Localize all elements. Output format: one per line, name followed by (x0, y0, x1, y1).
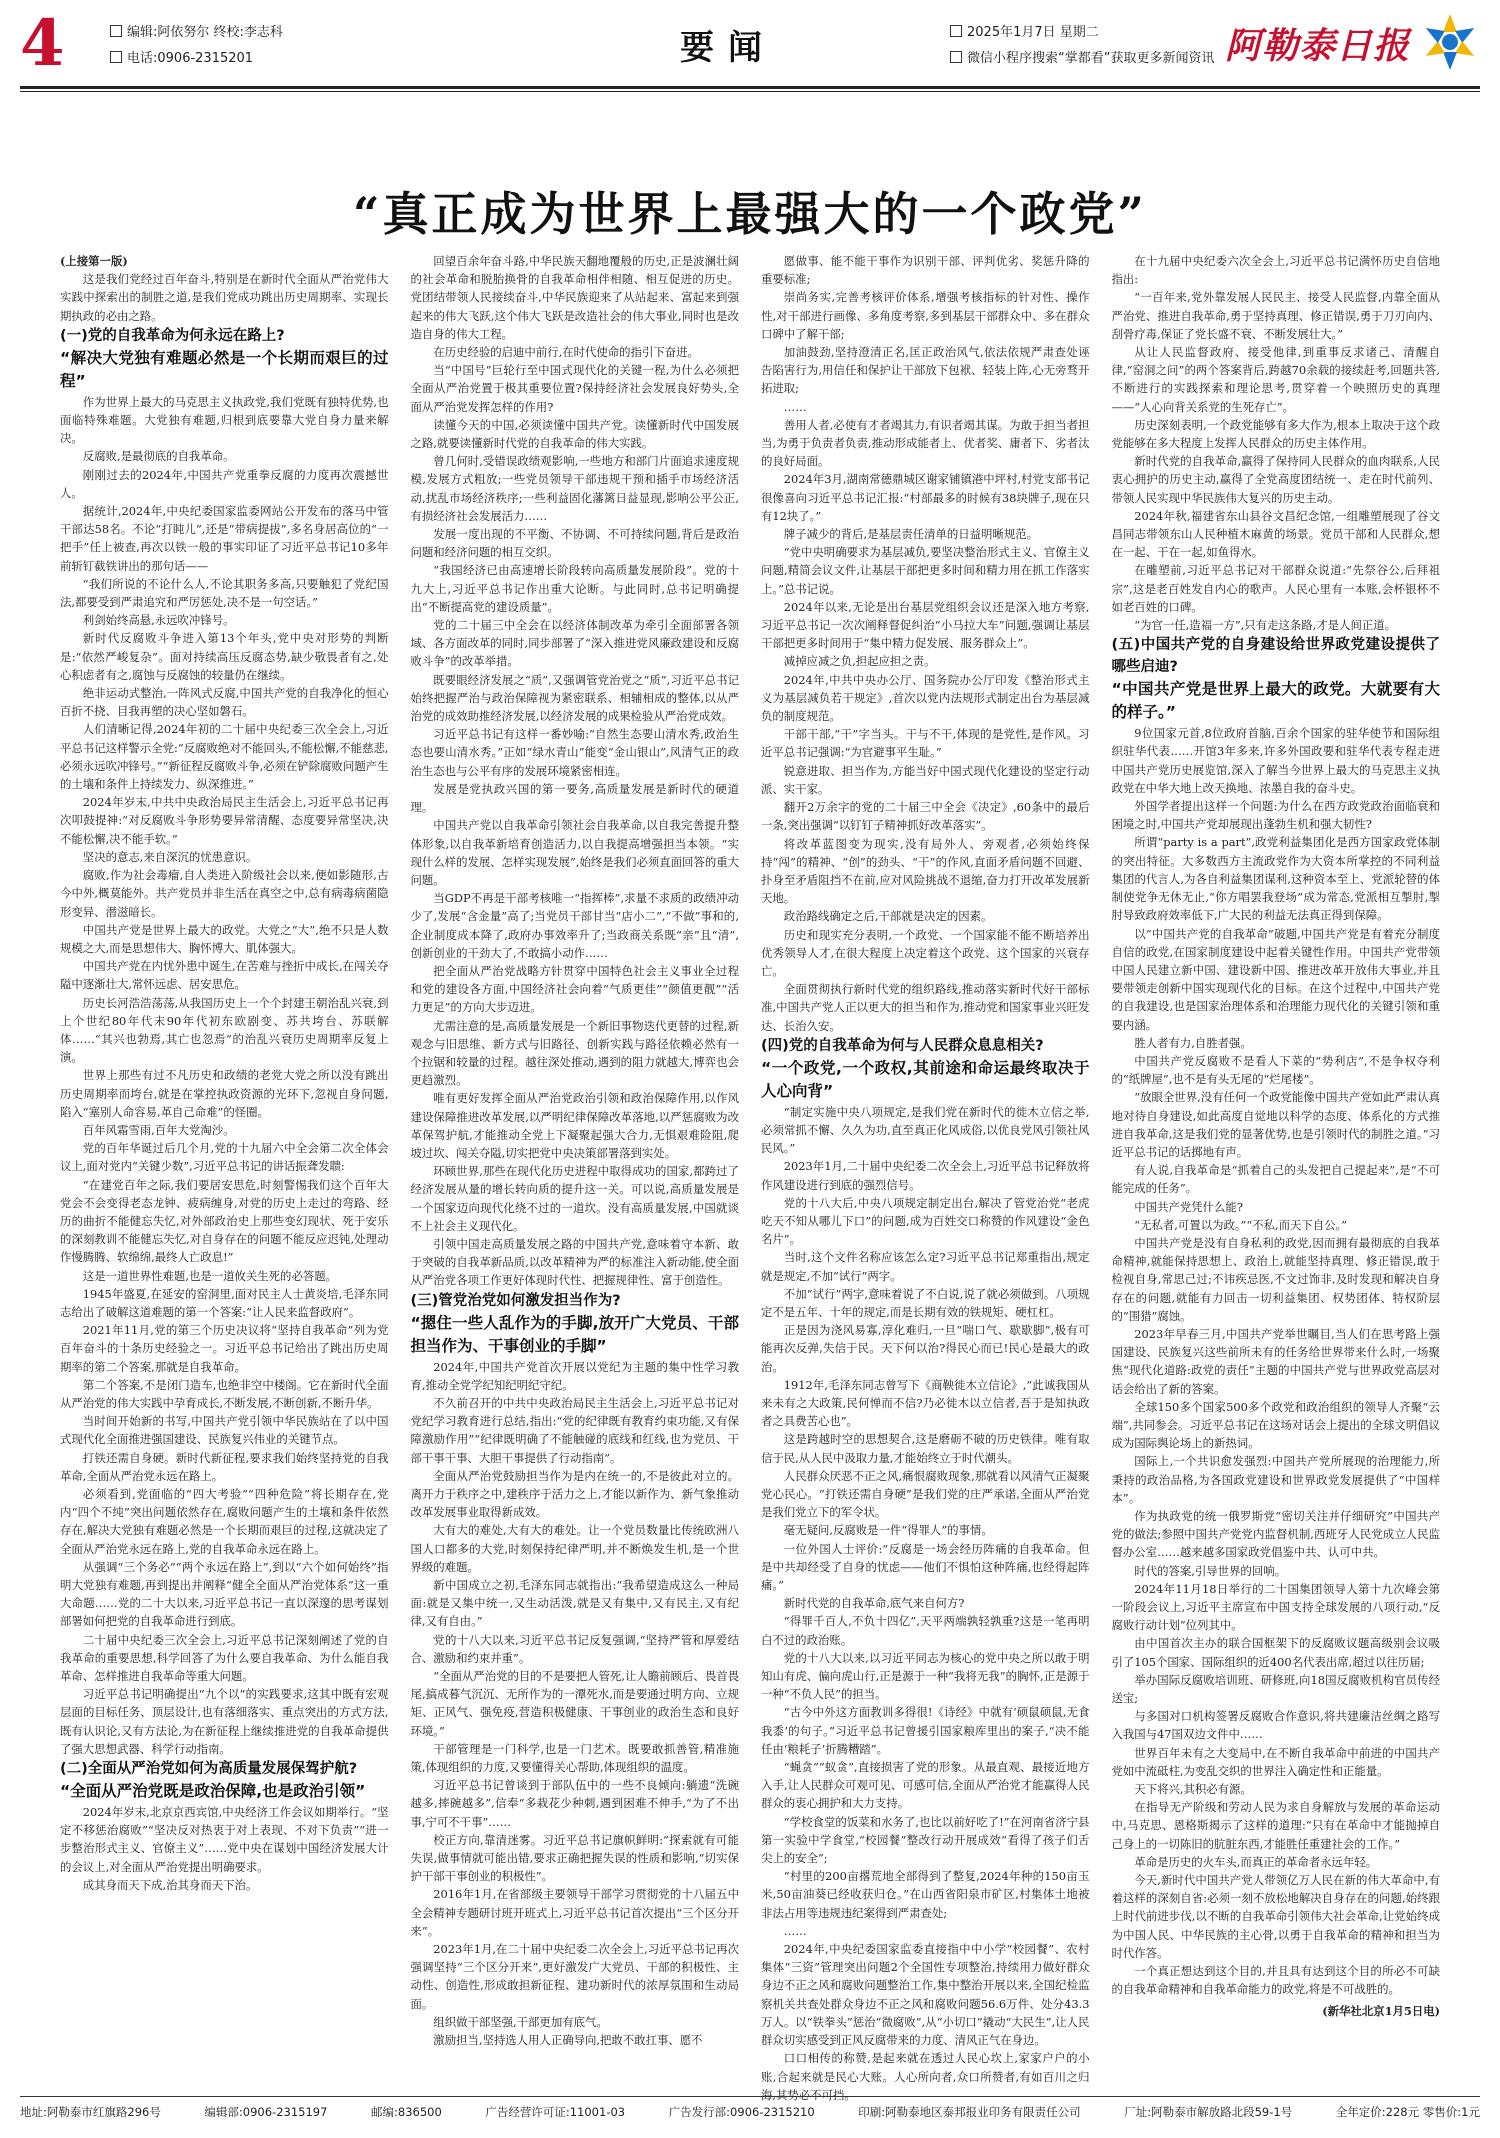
paragraph: 1945年盛夏,在延安的窑洞里,面对民主人士黄炎培,毛泽东同志给出了破解这道难题的第一个答案:“让人民来监督政府”。 (60, 1286, 389, 1319)
header-rule (20, 86, 1480, 89)
paragraph: 毫无疑问,反腐败是一件“得罪人”的事情。 (783, 1523, 993, 1538)
paragraph: 翻开2万余字的党的二十届三中全会《决定》,60条中的最后一条,突出强调“以钉钉子精神抓好改革落实”。 (761, 800, 1090, 833)
section-heading: (一)党的自我革命为何永远在路上? (60, 327, 285, 344)
section-heading: (四)党的自我革命为何与人民群众息息相关? (761, 1037, 1044, 1054)
footer-printer-address: 厂址:阿勒泰市解放路北段59-1号 (1124, 2105, 1293, 2119)
paragraph: 2024年秋,福建省东山县谷文昌纪念馆,一组雕塑展现了谷文昌同志带领东山人民种植木麻黄的场景。党员干部和人民群众,想在一起、干在一起,如鱼得水。 (1111, 508, 1440, 560)
paragraph: 历史深刻表明,一个政党能够有多大作为,根本上取决于这个政党能够在多大程度上发挥人民群众的历史主体作用。 (1111, 417, 1440, 451)
paragraph: 引领中国走高质量发展之路的中国共产党,意味着守本新、敢于突破的自我革新品质,以改革精神为严的标准注入新动能,使全面从严治党各项工作更好体现时代性、把握规律性、富于创造性。 (410, 1236, 739, 1288)
paragraph: 2024年,中共中央办公厅、国务院办公厅印发《整治形式主义为基层减负若干规定》,首次以党内法规形式制定出台为基层减负的制度规范。 (761, 672, 1090, 724)
paragraph: “一百年来,党外靠发展人民民主、接受人民监督,内靠全面从严治党、推进自我革命,勇于坚持真理、修正错误,勇于刀刃向内、刮骨疗毒,保证了党长盛不衰、不断发展壮大。” (1111, 290, 1440, 341)
paragraph: 与多国对口机构签署反腐败合作意识,将共建廉洁丝绸之路写入我国与47国双边文件中…… (1111, 1709, 1440, 1742)
paragraph: 当时,这个文件名称应该怎么定?习近平总书记郑重指出,规定就是规定,不加“试行”两字。 (761, 1250, 1090, 1283)
footer-address: 地址:阿勒泰市红旗路296号 (20, 2105, 161, 2119)
paragraph: 干部干部,“干”字当头。干与不干,体现的是党性,是作风。习近平总书记强调:“为官避事平生耻。” (761, 727, 1090, 760)
paragraph: 历史和现实充分表明,一个政党、一个国家能不能不断培养出优秀领导人才,在很大程度上决定着这个政党、这个国家的兴衰存亡。 (761, 927, 1090, 978)
paragraph: 读懂今天的中国,必须读懂中国共产党。读懂新时代中国发展之路,就要读懂新时代党的自我革命的伟大实践。 (410, 417, 739, 451)
paragraph: 这是一道世界性难题,也是一道攸关生死的必答题。 (82, 1268, 338, 1283)
paragraph: 锐意进取、担当作为,方能当好中国式现代化建设的坚定行动派、实干家。 (761, 763, 1090, 796)
paragraph: 坚决的意志,来自深沉的忧患意识。 (82, 849, 258, 864)
paragraph: 由中国首次主办的联合国框架下的反腐败议题高级别会议吸引了105个国家、国际组织的近400名代表出席,超过以往历届; (1111, 1636, 1440, 1669)
paragraph: 牌子减少的背后,是基层责任清单的日益明晰规范。 (783, 527, 1039, 542)
paragraph: 作为世界上最大的马克思主义执政党,我们党既有独特优势,也面临特殊难题。大党独有难题,归根到底要靠大党自身力量来解决。 (60, 394, 389, 446)
paragraph: 刚刚过去的2024年,中国共产党重拳反腐的力度再次震撼世人。 (60, 467, 389, 500)
paragraph: 2016年1月,在省部级主要领导干部学习贯彻党的十八届五中全会精神专题研讨班开班式上,习近平总书记首次提出“三个区分开来”。 (410, 1887, 739, 1938)
paragraph: 口口相传的称赞,是起来就在透过人民心坎上,家家户户的小账,合起来就是民心大账。人心所向者,众口所赞者,有如百川之归海,其势必不可挡。 (761, 2051, 1090, 2102)
paragraph: “学校食堂的饭菜和水务了,也比以前好吃了!”在河南省济宁县第一实验中学食堂,“校园餐”整改行动开展成效“看得了孩子们舌尖上的安全”; (761, 1814, 1090, 1866)
paragraph: 第二个答案,不是闭门造车,也绝非空中楼阁。它在新时代全面从严治党的伟大实践中孕育成长,不断发展,不断创新,不断升华。 (60, 1377, 389, 1410)
paragraph: 当“中国号”巨轮行至中国式现代化的关键一程,为什么必须把全面从严治党置于极其重要位置?保持经济社会发展良好势头,全面从严治党发挥怎样的作用? (410, 363, 739, 414)
paragraph: “无私者,可置以为政。”“不私,而天下自公。” (1134, 1217, 1348, 1232)
paragraph: 不久前召开的中共中央政治局民主生活会上,习近平总书记对党纪学习教育进行总结,指出:“党的纪律既有教育约束功能,又有保障激励作用”“纪律既明确了不能触碰的底线和红线,也为党员、干部干事干事、大胆干事提供了行动指南”。 (410, 1395, 739, 1465)
paragraph: 一位外国人士评价:“反腐是一场会经历阵痛的自我革命。但是中共却经受了自身的忧虑——他们不惧怕这种阵痛,也经得起阵痛。” (761, 1541, 1090, 1593)
section-subheading: “解决大党独有难题必然是一个长期而艰巨的过程” (60, 348, 389, 390)
paragraph: 2024年3月,湖南常德鼎城区谢家铺镇港中坪村,村党支部书记很像喜向习近平总书记汇报:“村部最多的时候有38块牌子,现在只有12块了。” (761, 472, 1090, 523)
article-body (60, 252, 1440, 2102)
paragraph: 当GDP不再是干部考核唯一“指挥棒”,求量不求质的政绩冲动少了,发展“含金量”高了;当党员干部甘当“店小二”,“不做”事和的,企业制度成本降了,政府办事效率升了;当政商关系既“亲”且“清”,创新创业的干劲大了,不敢搞小动作…… (410, 891, 739, 960)
paragraph: 校正方向,靠清迷雾。习近平总书记旗帜鲜明:“探索就有可能失误,做事情就可能出错,要求正确把握失误的性质和影响,“切实保护干部干事创业的积极性”。 (410, 1832, 739, 1884)
paragraph: 2021年11月,党的第三个历史决议将“坚持自我革命”列为党百年奋斗的十条历史经验之一。习近平总书记给出了跳出历史周期率的第二个答案,那就是自我革命。 (60, 1323, 389, 1374)
header-rule-thin (20, 91, 1480, 92)
paragraph: 全面从严治党鼓励担当作为是内在统一的,不是彼此对立的。离开力于秩序之中,建秩序于活力之上,才能以新作为、新气象推动改革发展事业取得新成效。 (410, 1468, 739, 1520)
page-number: 4 (20, 6, 65, 81)
paragraph: 举办国际反腐败培训班、研修班,向18国反腐败机构官员传经送宝; (1111, 1672, 1440, 1706)
paragraph: 习近平总书记曾谈到于部队伍中的一些不良倾向:躺遗“洗碗越多,摔碗越多”,信奉“多栽花少种刺,遇到困难不伸手,“为了不出事,宁可不干事”…… (410, 1778, 739, 1829)
paragraph: 在十九届中央纪委六次全会上,习近平总书记满怀历史自信地指出: (1111, 254, 1440, 287)
paragraph: 2024年,中国共产党首次开展以党纪为主题的集中性学习教育,推动全党学纪知纪明纪守纪。 (410, 1359, 739, 1392)
paragraph: 绝非运动式整治,一阵风式反腐,中国共产党的自我净化的恒心百折不挠、目我再塑的决心坚如磐石。 (60, 686, 389, 719)
paragraph: 中国共产党反腐败不是看人下菜的“势利店”,不是争权夺利的“纸牌屋”,也不是有头无尾的“烂尾楼”。 (1111, 1053, 1440, 1087)
paragraph: 腐败,作为社会毒瘤,自人类进入阶级社会以来,便如影随形,古今中外,概莫能外。共产党员并非生活在真空之中,总有病毒病菌隐形变异、潜滋暗长。 (60, 868, 389, 919)
paragraph: 在历史经验的启迪中前行,在时代使命的指引下奋进。 (433, 345, 699, 360)
footer-price: 全年定价:228元 零售价:1元 (1335, 2105, 1480, 2119)
news-credit: (新华社北京1月5日电) (1322, 2004, 1440, 2019)
paragraph: 1912年,毛泽东同志曾写下《商鞅徙木立信论》,“此诚我国从来未有之大政策,民何惮而不信?乃必徙木以立信者,吾于是知执政者之具费苦心也”。 (761, 1377, 1090, 1429)
paragraph: 党的百年华诞过后几个月,党的十九届六中全会第二次全体会议上,面对党内“关键少数”,习近平总书记的讲话振聋发聩: (60, 1141, 389, 1174)
paragraph: 中国共产党凭什么能? (1134, 1199, 1243, 1214)
paragraph: 组织做干部坚强,干部更加有底气。 (433, 2014, 608, 2029)
section-heading: (五)中国共产党的自身建设给世界政党建设提供了哪些启迪? (1111, 637, 1440, 676)
editor-info (110, 20, 283, 72)
page-footer (20, 2104, 1480, 2130)
footer-phone: 编辑部:0906-2315197 (204, 2105, 328, 2119)
paragraph: 党的二十届三中全会在以经济体制改革为牵引全面部署各领域、各方面改革的同时,同步部署了“深入推进党风廉政建设和反腐败斗争”的改革举措。 (410, 618, 739, 669)
paragraph: 必须看到,党面临的“四大考验”“四种危险”将长期存在,党内“四个不纯”突出问题依然存在,腐败问题产生的土壤和条件依然存在,解决大党独有难题必然是一个长期而艰巨的过程,这就决定了全面从严治党永远在路上,党的自我革命永远在路上。 (60, 1487, 389, 1556)
page-header (20, 6, 1480, 84)
article-headline: “真正成为世界上最强大的一个政党” (353, 187, 1147, 241)
footer-printer: 印刷:阿勒泰地区泰邦报业印务有限责任公司 (858, 2105, 1081, 2119)
paragraph: 将改革蓝图变为现实,没有局外人、旁观者,必须始终保持“闯”的精神、“创”的劲头、“干”的作风,直面矛盾问题不回避、扑身至矛盾阻挡不在前,应对风险挑战不退缩,奋力打开改革发展新天地。 (761, 836, 1090, 906)
paragraph: 正是因为浇风易寡,淳化难归,一旦“喘口气、歇歇脚”,极有可能再次反弹,失信于民。天下何以治?得民心而已!民心是最大的政治。 (761, 1323, 1090, 1374)
paragraph: 政治路线确定之后,干部就是决定的因素。 (783, 909, 993, 924)
paragraph: 一个真正想达到这个目的,并且具有达到这个目的所必不可缺的自我革命精神和自我革命能力的政党,将是不可战胜的。 (1111, 1964, 1440, 1997)
paragraph: 世界百年未有之大变局中,在不断自我革命中前进的中国共产党如中流砥柱,为变乱交织的世界注入确定性和正能量。 (1111, 1745, 1440, 1778)
section-subheading: “摁住一些人乱作为的手脚,放开广大党员、干部担当作为、干事创业的手脚” (410, 1313, 739, 1355)
section-title: 要闻 (680, 28, 776, 68)
paragraph: 干部管理是一门科学,也是一门艺术。既要敢抓善管,精准施策,体现组织的力度,又要懂得关心帮助,体现组织的温度。 (410, 1741, 739, 1775)
paragraph: 发展一度出现的不平衡、不协调、不可持续问题,背后是政治问题和经济问题的相互交织。 (410, 527, 739, 560)
wechat-tip: 微信小程序搜索“掌都看”获取更多新闻资讯 (967, 51, 1215, 66)
paragraph: 2023年1月,二十届中央纪委二次全会上,习近平总书记释放将作风建设进行到底的强烈信号。 (761, 1159, 1090, 1192)
paragraph: “我们所说的不论什么人,不论其职务多高,只要触犯了党纪国法,都要受到严肃追究和严厉惩处,决不是一句空话。” (60, 576, 389, 610)
paragraph: 9位国家元首,8位政府首脑,百余个国家的驻华使节和国际组织驻华代表……开馆3年多来,许多外国政要和驻华代表专程走进中国共产党历史展览馆,深入了解当今世界上最大的马克思主义执政党在中华大地上改天换地、浓墨自我的奋斗史。 (1111, 726, 1440, 795)
paragraph: “放眼全世界,没有任何一个政党能像中国共产党如此严肃认真地对待自身建设,如此高度自觉地以科学的态度、体系化的方式推进自我革命,这是我们党的显著优势,也是引领时代的制胜之道。”习近平总书记的话掷地有声。 (1111, 1090, 1440, 1159)
paragraph: 崇尚务实,完善考核评价体系,增强考核指标的针对性、操作性,对干部进行画像、多角度考察,多到基层干部群众中、多在群众口碑中了解干部; (761, 290, 1090, 341)
paragraph: 把全面从严治党战略方针贯穿中国特色社会主义事业全过程和党的建设各方面,中国经济社会向着“气质更佳”“颜值更靓”“活力更足”的方向大步迈进。 (410, 963, 739, 1015)
paragraph: 这是跨越时空的思想契合,这是磨砺不破的历史铁律。唯有取信于民,从人民中汲取力量,才能始终立于时代潮头。 (761, 1432, 1090, 1465)
date-line: 2025年1月7日 星期二 (967, 25, 1099, 40)
paragraph: “党中央明确要求为基层减负,要坚决整治形式主义、官僚主义问题,精简会议文件,让基层干部把更多时间和精力用在抓工作落实上。”总书记说。 (761, 545, 1090, 596)
section-subheading: “一个政党,一个政权,其前途和命运最终取决于人心向背” (761, 1058, 1090, 1100)
paragraph: 中国共产党在内忧外患中诞生,在苦难与挫折中成长,在闯关夺隘中逐渐壮大,常怀远虑、居安思危。 (60, 959, 389, 992)
paragraph: 中国共产党以自我革命引领社会自我革命,以自我完善提升整体形象,以自我革新培育创造活力,以自我提高增强担当本领。“实现什么样的发展、怎样实现发展”,始终是我们必须直面回答的重大问题。 (410, 818, 739, 887)
paragraph: 成其身而天下成,治其身而天下治。 (82, 1877, 258, 1892)
paragraph: 人民群众厌恶不正之风,痛恨腐败现象,那就看以风清气正凝聚党心民心。“打铁还需自身硬”是我们党的庄严承诺,全面从严治党是我们党立下的军令状。 (761, 1468, 1090, 1520)
paragraph: 习近平总书记有这样一番妙喻:“自然生态要山清水秀,政治生态也要山清水秀。”正如“绿水青山”能变“金山银山”,风清气正的政治生态也与公平有序的发展环境紧密相连。 (410, 727, 739, 778)
paragraph: 发展是党执政兴国的第一要务,高质量发展是新时代的硬道理。 (410, 781, 739, 815)
paragraph: “在建党百年之际,我们要居安思危,时刻警惕我们这个百年大党会不会变得老态龙钟、疲病缠身,对党的历史上走过的弯路、经历的曲折不能健忘失忆,对外部政治史上那些变幻现状、死于安乐的深刻教训不能健忘失忆,对自身存在的问题不能反应迟钝,处理动作慢腾腾、软绵绵,最终人亡政息!” (60, 1177, 389, 1265)
paragraph: 2023年早春三月,中国共产党举世瞩目,当人们在思考路上强国建设、民族复兴这些前所未有的任务给世界带来什么时,一场聚焦“现代化道路:政党的责任”主题的中国共产党与世界政党高层对话会给出了新的答案。 (1111, 1326, 1440, 1396)
date-info (950, 20, 1214, 72)
newspaper-logo-icon (1420, 12, 1480, 72)
paragraph: “制定实施中央八项规定,是我们党在新时代的徙木立信之举,必须常抓不懈、久久为功,直至真正化风成俗,以优良党风引领社风民风。” (761, 1104, 1090, 1156)
paragraph: 习近平总书记明确提出“九个以”的实践要求,这其中既有宏观层面的目标任务、顶层设计,也有落细落实、重点突出的方式方法,既有认识论,又有方法论,为在新征程上继续推进党的自我革命提供了强大思想武器、科学行动指南。 (60, 1687, 389, 1756)
paragraph: 减掉应减之负,担起应担之责。 (783, 654, 936, 669)
paragraph: 善用人者,必使有才者竭其力,有识者竭其谋。为敢于担当者担当,为勇于负责者负责,推动形成能者上、优者奖、庸者下、劣者汰的良好局面。 (761, 417, 1090, 469)
paragraph: 新时代反腐败斗争进入第13个年头,党中央对形势的判断是:“依然严峻复杂”。面对持续高压反腐态势,缺少敬畏者有之,处心积虑者有之,腐蚀与反腐蚀的较量仍在继续。 (60, 631, 389, 682)
paragraph: 胜人者有力,自胜者强。 (1134, 1035, 1252, 1050)
paragraph: 以“中国共产党的自我革命”破题,中国共产党是有着充分制度自信的政党,在国家制度建设中起着关键性作用。中国共产党带领中国人民建立新中国、建设新中国、推进改革开放伟大事业,并且要带领走创新中国实现现代化的目标。在这个过程中,中国共产党的自我建设,也是国家治理体系和治理能力现代化的关键引领和重要内涵。 (1111, 926, 1440, 1032)
paragraph: 这是我们党经过百年奋斗,特别是在新时代全面从严治党伟大实践中探索出的制胜之道,是我们党成功跳出历史周期率、实现长期执政的必由之路。 (60, 272, 389, 323)
paragraph: “村里的200亩撂荒地全部得到了整复,2024年种的150亩玉米,50亩油葵已经收获归仓。”在山西省阳泉市矿区,村集体土地被非法占用等违规违纪案得到严肃查处; (761, 1869, 1090, 1920)
section-heading: (三)管党治党如何激发担当作为? (410, 1292, 621, 1309)
paragraph: 有人说,自我革命是“抓着自己的头发把自己提起来”,是“不可能完成的任务”。 (1111, 1163, 1440, 1196)
paragraph: …… (783, 399, 807, 414)
paragraph: 2024年,中央纪委国家监委直接指中中小学“校园餐”、农村集体“三资”管理突出问题2个全国性专项整治,持续用力做好群众身边不正之风和腐败问题整治工作,集中整治开展以来,全国纪检监察机关共查处群众身边不正之风和腐败问题56.6万件、处分43.3万人。以“铁拳头”惩治“微腐败”,从“小切口”撬动“大民生”,让人民群众切实感受到正风反腐带来的力度、清风正气在身边。 (761, 1942, 1090, 2048)
checkbox-icon (110, 25, 122, 37)
paragraph: …… (783, 1923, 807, 1938)
paragraph: 在指导无产阶级和劳动人民为求自身解放与发展的革命运动中,马克思、恩格斯揭示了这样的道理:“只有在革命中才能抛掉自己身上的一切陈旧的肮脏东西,才能胜任重建社会的工作。” (1111, 1800, 1440, 1851)
paragraph: 2024年以来,无论是出台基层党组织会议还是深入地方考察,习近平总书记一次次阐释督促纠治“小马拉大车”问题,强调让基层干部把更多时间用于“集中精力促发展、服务群众上”。 (761, 599, 1090, 651)
paragraph: 当时间开始新的书写,中国共产党引领中华民族站在了以中国式现代化全面推进强国建设、民族复兴伟业的关键节点。 (60, 1414, 389, 1447)
paragraph: 利剑始终高悬,永远吹冲锋号。 (82, 613, 235, 628)
checkbox-icon (110, 51, 122, 63)
paragraph: 新时代党的自我革命,底气来自何方? (783, 1596, 965, 1611)
paragraph: 二十届中央纪委三次全会上,习近平总书记深刻阐述了党的自我革命的重要思想,科学回答了为什么要自我革命、为什么能自我革命、怎样推进自我革命等重大问题。 (60, 1632, 389, 1684)
paragraph: 从让人民监督政府、接受他律,到重事反求诸己、清醒自律,“窑洞之问”的两个答案背后,跨越70余载的接续赶考,回题共答,不断进行的实践探索和理论思考,贯穿着一个映照历史的真理——“人心向背关系党的生死存亡”。 (1111, 345, 1440, 414)
paragraph: 2023年1月,在二十届中央纪委二次全会上,习近平总书记再次强调坚持“三个区分开来”,更好激发广大党员、干部的积极性、主动性、创造性,形成敢担新征程、建功新时代的浓厚氛围和生动局面。 (410, 1942, 739, 2011)
paragraph: 反腐败,是最彻底的自我革命。 (82, 449, 235, 464)
paragraph: 百年风霜雪雨,百年大党淘沙。 (82, 1122, 235, 1137)
phone-line: 电话:0906-2315201 (127, 51, 254, 66)
paragraph: 时代的答案,引导世界的回响。 (1134, 1563, 1286, 1578)
paragraph: 从强调“三个务必”“两个永远在路上”,到以“六个如何始终”指明大党独有难题,再到提出并阐释“健全全面从严治党体系”这一重大命题……党的二十大以来,习近平总书记一直以深邃的思考谋划部署如何把党的自我革命进行到底。 (60, 1559, 389, 1629)
paragraph: 党的十八大后,中央八项规定制定出台,解决了管党治党“老虎吃天不知从哪儿下口”的问题,成为百姓交口称赞的作风建设“金色名片”。 (761, 1195, 1090, 1247)
paragraph: 全球150多个国家500多个政党和政治组织的领导人齐聚“云端”,共同参会。习近平总书记在这场对话会上提出的全球文明倡议成为国际舆论场上的新热词。 (1111, 1399, 1440, 1451)
paragraph: 党的十八大以来,习近平总书记反复强调,“坚持严管和厚爱结合、激励和约束并重”。 (410, 1632, 739, 1665)
paragraph: “得罪千百人,不负十四亿”,天平两端孰轻孰重?这是一笔再明白不过的政治账。 (761, 1614, 1090, 1647)
paragraph: 尤需注意的是,高质量发展是一个新旧事物迭代更替的过程,新观念与旧思维、新方式与旧路径、创新实践与路径依赖必然有一个拉锯和较量的过程。越往深处推动,遇到的阻力就越大,博弈也会更趋激烈。 (410, 1018, 739, 1088)
paragraph: 打铁还需自身硬。新时代新征程,要求我们始终坚持党的自我革命,全面从严治党永远在路上。 (60, 1450, 389, 1483)
paragraph: 唯有更好发挥全面从严治党政治引领和政治保障作用,以作风建设保障推进改革发展,以严明纪律保障改革落地,以严惩腐败为改革保驾护航,才能推动全党上下凝聚起强大合力,无惧艰难险阻,爬坡过坎、闯关夺隘,切实把党中央决策部署落到实处。 (410, 1091, 739, 1160)
masthead-title: 阿勒泰日报 (1224, 25, 1410, 67)
checkbox-icon (950, 25, 962, 37)
footer-license: 广告经营许可证:11001-03 (485, 2105, 626, 2119)
paragraph: 新时代党的自我革命,赢得了保持同人民群众的血肉联系,人民衷心拥护的历史主动,赢得了全党高度团结统一、走在时代前列、带领人民实现中华民族伟大复兴的历史主动。 (1111, 454, 1440, 505)
paragraph: “蝇贪”“蚁贪”,直接损害了党的形象。从最直观、最接近地方入手,让人民群众可观可见、可感可信,全面从严治党才能赢得人民群众的衷心拥护和大力支持。 (761, 1760, 1090, 1811)
paragraph: 党的十八大以来,以习近平同志为核心的党中央之所以敢于明知山有虎、偏向虎山行,正是源于一种“我将无我”的胸怀,正是源于一种“不负人民”的担当。 (761, 1650, 1090, 1702)
continuation-note: (上接第一版) (60, 254, 128, 268)
paragraph: 愿做事、能不能干事作为识别干部、评判优劣、奖惩升降的重要标准; (761, 254, 1090, 287)
paragraph: 2024年11月18日举行的二十国集团领导人第十九次峰会第一阶段会议上,习近平主席宣布中国支持全球发展的八项行动,“反腐败行动计划”位列其中。 (1111, 1581, 1440, 1633)
article-column (761, 252, 1090, 2102)
article-column (411, 252, 740, 2082)
section-subheading: “全面从严治党既是政治保障,也是政治引领” (60, 1782, 366, 1801)
paragraph: 加油鼓劲,坚持澄清正名,匡正政治风气,依法依规严肃查处诬告陷害行为,用信任和保护让干部放下包袱、轻装上阵,心无旁骛开拓进取; (761, 345, 1090, 396)
footer-rule (20, 2096, 1480, 2097)
paragraph: 据统计,2024年,中央纪委国家监委网站公开发布的落马中管干部达58名。不论“打盹儿”,还是“带病提拔”,多名身居高位的“一把手”任上被查,再次以铁一般的事实印证了习近平总书记10多年前斩钉截铁讲出的那句话—— (60, 504, 389, 573)
paragraph: 历史长河浩浩荡荡,从我国历史上一个个封建王朝治乱兴衰,到上个世纪80年代末90年代初东欧剧变、苏共垮台、苏联解体……“其兴也勃焉,其亡也忽焉”的治乱兴衰历史周期率反复上演。 (60, 995, 389, 1065)
paragraph: 激励担当,坚持选人用人正确导向,把敢不敢扛事、愿不 (433, 2033, 703, 2048)
paragraph: “为官一任,造福一方”,只有走这条路,才是人间正道。 (1134, 618, 1397, 633)
paragraph: 天下将兴,其积必有源。 (1134, 1782, 1252, 1797)
editor-line: 编辑:阿依努尔 终校:李志科 (127, 25, 283, 40)
paragraph: “古今中外这方面教训多得很!《诗经》中就有‘硕鼠硕鼠,无食我黍’的句子。”习近平总书记曾援引国家粮库里出的案子,“决不能任由‘粮耗子’折腾糟踏”。 (761, 1705, 1090, 1756)
paragraph: 大有大的难处,大有大的难处。让一个党员数量比传统欧洲八国人口都多的大党,时刻保持纪律严明,并不断焕发生机,是一个世界级的难题。 (410, 1523, 739, 1574)
paragraph: 人们清晰记得,2024年初的二十届中央纪委三次全会上,习近平总书记这样警示全党:“反腐败绝对不能回头,不能松懈,不能慈悲,必须永远吹冲锋号。”“新征程反腐败斗争,必须在铲除腐败问题产生的土壤和条件上持续发力、纵深推进。” (60, 722, 389, 792)
paragraph: 世界上那些有过不凡历史和政绩的老党大党之所以没有跳出历史周期率而垮台,就是在掌控执政资源的光环下,忽视自身问题,陷入“塞别人命容易,革自己命难”的怪圈。 (60, 1068, 389, 1119)
paragraph: 既要眼经济发展之“质”,又强调管党治党之“质”,习近平总书记始终把握严治与政治保障视为紧密联系、相辅相成的整体,以从严治党的成效助推经济发展,以经济发展的成果检验从严治党成效。 (410, 672, 739, 724)
article-column (60, 252, 389, 2082)
paragraph: 作为执政党的统一俄罗斯党“密切关注并仔细研究”中国共产党的做法;参照中国共产党党内监督机制,西班牙人民党成立人民监督办公室……越来越多国家政党倡鉴中共、认可中共。 (1111, 1509, 1440, 1560)
paragraph: 中国共产党是没有自身私利的政党,因而拥有最彻底的自我革命精神,就能保持思想上、政治上,就能坚持真理、修正错误,敢于检视自身,常思己过;不讳疾忌医,不文过饰非,及时发现和解决自身存在的问题,就能有力回击一切利益集团、权势团体、特权阶层的“围猎”腐蚀。 (1111, 1235, 1440, 1323)
paragraph: 所谓“party is a part”,政党利益集团化是西方国家政党体制的突出特征。大多数西方主流政党作为大资本所掌控的不同利益集团的代言人,为各自利益集团谋利,这种资本至上、党派轮替的体制使党争无休无止,“你方唱罢我登场”成为常态,党派相互掣肘,掣肘导致政府效率低下,广大民的利益无法真正得到保障。 (1111, 835, 1440, 923)
paragraph: 外国学者提出这样一个问题:为什么在西方政党政治面临衰和困境之时,中国共产党却展现出蓬勃生机和强大韧性? (1111, 799, 1440, 832)
paragraph: 环顾世界,那些在现代化历史进程中取得成功的国家,都跨过了经济发展从量的增长转向质的提升这一关。可以说,高质量发展是一个国家迈向现代化绕不过的一道坎。没有高质量发展,中国就谈不上社会主义现代化。 (410, 1164, 739, 1233)
paragraph: 今天,新时代中国共产党人带领亿万人民在新的伟大革命中,有着这样的深刻自省:必须一刻不放松地解决自身存在的问题,始终跟上时代前进步伐,以不断的自我革命引领伟大社会革命,让党始终成为中国人民、中华民族的主心骨,以勇于自我革命的精神和担当为时代作答。 (1111, 1873, 1440, 1960)
section-heading: (二)全面从严治党如何为高质量发展保驾护航? (60, 1761, 358, 1778)
paragraph: 全面贯彻执行新时代党的组织路线,推动落实新时代好干部标准,中国共产党人正以更大的担当和作为,推动党和国家事业兴旺发达、长治久安。 (761, 982, 1090, 1033)
article-column (1112, 252, 1441, 2082)
paragraph: 国际上,一个共识愈发强烈:中国共产党所展现的治理能力,所秉持的政治品格,为各国政党建设和世界政党发展提供了“中国样本”。 (1111, 1454, 1440, 1505)
paragraph: 曾几何时,受错误政绩观影响,一些地方和部门片面追求速度规模,发展方式粗放;一些党员领导干部违规干预和插手市场经济活动,扰乱市场经济秩序;一些利益固化藩篱日益显现,影响公平公正,有损经济社会发展活力…… (410, 454, 739, 523)
paragraph: “我国经济已由高速增长阶段转向高质量发展阶段”。党的十九大上,习近平总书记作出重大论断。与此同时,总书记明确提出“不断提高党的建设质量”。 (410, 563, 739, 614)
paragraph: 2024年岁末,中共中央政治局民主生活会上,习近平总书记再次叩鼓提神:“对反腐败斗争形势要异常清醒、态度要异常坚决,决不能松懈,决不能手软。” (60, 795, 389, 846)
checkbox-icon (950, 51, 962, 63)
paragraph: 中国共产党是世界上最大的政党。大党之“大”,绝不只是人数规模之大,而是思想伟大、胸怀博大、肌体强大。 (60, 922, 389, 955)
paragraph: 在雕塑前,习近平总书记对干部群众说道:“先祭谷公,后拜祖宗”,这是老百姓发自内心的歌声。人民心里有一本账,会杯银杯不如老百姓的口碑。 (1111, 563, 1440, 614)
section-subheading: “中国共产党是世界上最大的政党。大就要有大的样子。” (1111, 680, 1440, 722)
paragraph: 不加“试行”两字,意味着说了不白说,说了就必须做到。八项规定不是五年、十年的规定,而是长期有效的铁规矩、硬杠杠。 (761, 1286, 1090, 1319)
paragraph: 2024年岁末,北京京西宾馆,中央经济工作会议如期举行。“坚定不移惩治腐败”“坚决反对热衷于对上表现、不对下负责”“进一步整治形式主义、官僚主义”……党中央在谋划中国经济发展大计的会议上,对全面从严治党提出明确要求。 (60, 1805, 389, 1874)
paragraph: “全面从严治党的目的不是要把人管死,让人瞻前顾后、畏首畏尾,搞成暮气沉沉、无所作为的一潭死水,而是要通过明方向、立规矩、正风气、强免疫,营造积极健康、干事创业的政治生态和良好环境。” (410, 1669, 739, 1738)
footer-postcode: 邮编:836500 (371, 2105, 442, 2119)
paragraph: 回望百余年奋斗路,中华民族天翻地覆般的历史,正是波澜壮阔的社会革命和脱胎换骨的自我革命相伴相随、相互促进的历史。党团结带领人民接续奋斗,中华民族迎来了从站起来、富起来到强起来的伟大飞跃,这个伟大飞跃是改造社会的伟大事业,同时也是改造自身的伟大工程。 (410, 254, 739, 341)
paragraph: 新中国成立之初,毛泽东同志就指出:“我希望造成这么一种局面:就是又集中统一,又生动活泼,就是又有集中,又有民主,又有纪律,又有自由。” (410, 1578, 739, 1629)
paragraph: 革命是历史的火车头,而真正的革命者永远年轻。 (1134, 1854, 1378, 1869)
footer-ad-phone: 广告发行部:0906-2315210 (668, 2105, 815, 2119)
